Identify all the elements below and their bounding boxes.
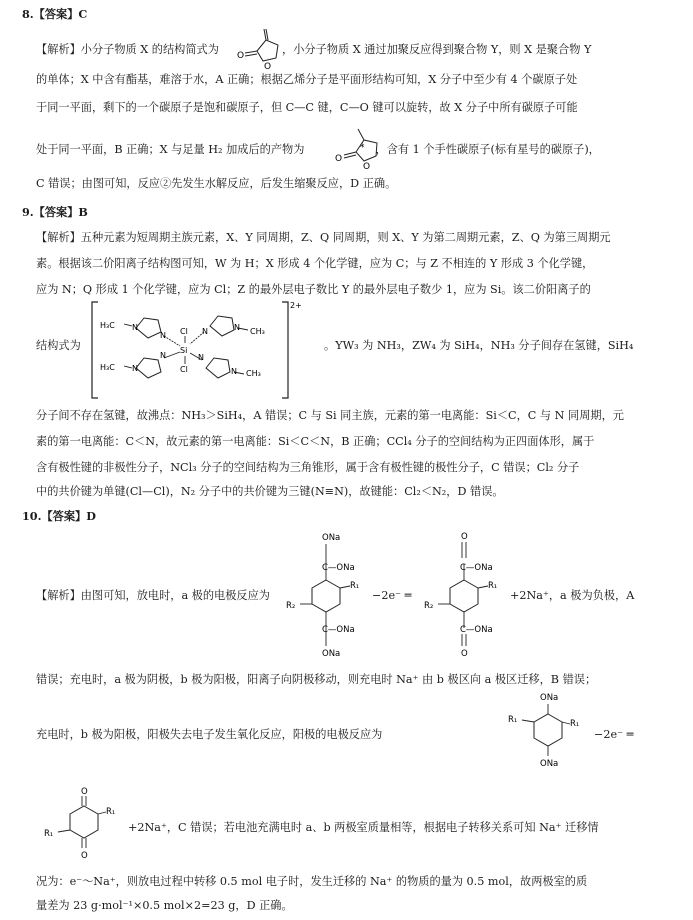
eq1-r-c-ona-top: C—ONa	[460, 563, 493, 573]
eq1-l-bottom-ona: ONa	[322, 649, 341, 659]
s-n-4: N	[234, 323, 240, 332]
q9-line-3: 应为 N；Q 形成 1 个化学键，应为 Cl；Z 的最外层电子数比 Y 的最外层电子数少 1，应为 Si。该二价阳离子的	[36, 283, 591, 296]
q8-line-1-b: ，小分子物质 X 通过加聚反应得到聚合物 Y，则 X 是聚合物 Y	[282, 43, 592, 56]
chiral-star: *	[360, 143, 365, 153]
q9-heading: 9.【答案】B	[22, 205, 88, 219]
s-ch3-1: CH₃	[250, 327, 265, 336]
q8-line-3: 于同一平面，剩下的一个碳原子是饱和碳原子，但 C—C 键，C—O 键可以旋转，故 X 分子中所有碳原子可能	[36, 101, 578, 114]
s-n-7: N	[198, 353, 204, 362]
q10-line-3: 充电时，b 极为阳极，阳极失去电子发生氧化反应，阳极的电极反应为	[36, 728, 383, 741]
mol1-ring-o: O	[264, 62, 272, 72]
eq1-r-r2: R₂	[424, 601, 434, 611]
q9-line-2: 素。根据该二价阳离子结构图可知，W 为 H；X 形成 4 个化学键，应为 C；与 Z 不相连的 Y 形成 3 个化学键，	[36, 257, 594, 270]
mol1-carbonyl-o: O	[237, 51, 245, 61]
q9-line-6: 含有极性键的非极性分子，NCl₃ 分子的空间结构为三角锥形，属于含有极性键的极性分子，C 错误；Cl₂ 分子	[36, 461, 580, 474]
eq1-r-top-o: O	[461, 532, 468, 542]
s-n-8: N	[231, 367, 237, 376]
q9-struct-suffix: 。YW₃ 为 NH₃，ZW₄ 为 SiH₄，NH₃ 分子间存在氢键，SiH₄	[324, 339, 634, 352]
eq1-reactant	[286, 528, 368, 662]
q9-struct-prefix: 结构式为	[36, 339, 81, 352]
s-n-2: N	[160, 331, 166, 340]
eq2-r1-left: R₁	[508, 715, 518, 725]
q8-line-4	[36, 142, 600, 158]
eq1-suffix: +2Na⁺，a 极为负极，A	[510, 589, 635, 602]
q8-line-4-a: 处于同一平面，B 正确；X 与足量 H₂ 加成后的产物为	[36, 143, 305, 156]
q9-line-4: 分子间不存在氢键，故沸点：NH₃＞SiH₄，A 错误；C 与 Si 同主族，元素的第一电离能：Si＜C，C 与 N 同周期，元	[36, 409, 624, 422]
q10-line-2: 错误；充电时，a 极为阴极，b 极为阳极，阳离子向阴极移动，则充电时 Na⁺ 由 b 极区向 a 极区迁移，B 错误；	[36, 673, 597, 686]
eq2-top-ona: ONa	[540, 693, 559, 703]
eq1-l-c-ona-top: C—ONa	[322, 563, 355, 573]
hydrogenated-product-image	[330, 126, 394, 170]
q10-eq1-prefix: 【解析】由图可知，放电时，a 极的电极反应为	[36, 589, 270, 602]
eq1-r-r1: R₁	[488, 581, 498, 591]
s-h3c-2: H₃C	[100, 363, 115, 372]
s-h3c-1: H₃C	[100, 321, 115, 330]
dication-structure	[88, 296, 310, 402]
eq1-l-r2: R₂	[286, 601, 296, 611]
mol2-ring-o: O	[363, 162, 371, 172]
q8-line-4-b: ，含有 1 个手性碳原子(标有星号的碳原子)，	[375, 143, 600, 156]
q8-heading: 8.【答案】C	[22, 7, 88, 21]
charge-label: 2+	[290, 301, 302, 310]
eq3-r1-right: R₁	[106, 807, 116, 817]
s-n-6: N	[160, 351, 166, 360]
q9-line-1: 【解析】五种元素为短周期主族元素，X、Y 同周期，Z、Q 同周期，则 X、Y 为第二周期元素，Z、Q 为第三周期元	[36, 231, 611, 244]
q9-line-5: 素的第一电离能：C＜N，故元素的第一电离能：Si＜C＜N，B 正确；CCl₄ 分子的空间结构为正四面体形，属于	[36, 435, 595, 448]
s-n-3: N	[202, 327, 208, 336]
q10-line-6: 量差为 23 g·mol⁻¹×0.5 mol×2=23 g，D 正确。	[36, 899, 293, 912]
s-ch3-2: CH₃	[246, 369, 261, 378]
eq3-product	[40, 786, 124, 868]
s-cl-bottom: Cl	[180, 365, 188, 374]
molecule-x-image	[233, 26, 289, 72]
q10-heading: 10.【答案】D	[22, 509, 96, 523]
eq1-l-c-ona-bottom: C—ONa	[322, 625, 355, 635]
eq2-reactant	[504, 690, 590, 774]
eq3-r1-left: R₁	[44, 829, 54, 839]
eq2-bottom-ona: ONa	[540, 759, 559, 769]
s-n-1: N	[132, 323, 138, 332]
q9-structure-line	[36, 338, 81, 354]
eq1-l-top-ona: ONa	[322, 533, 341, 543]
q9-line-7: 中的共价键为单键(Cl—Cl)，N₂ 分子中的共价键为三键(N≡N)，故键能：Cl₂＜N₂，D 错误。	[36, 485, 504, 498]
eq1-mid: −2e⁻ ═	[372, 589, 412, 602]
q8-line-2: 的单体；X 中含有酯基，难溶于水，A 正确；根据乙烯分子是平面形结构可知，X 分子中至少有 4 个碳原子处	[36, 73, 578, 86]
eq2-r1-right: R₁	[570, 719, 580, 729]
mol2-carbonyl-o: O	[335, 154, 343, 164]
s-cl-top: Cl	[180, 327, 188, 336]
q10-line-5: 况为：e⁻～Na⁺，则放电过程中转移 0.5 mol 电子时，发生迁移的 Na⁺ 的物质的量为 0.5 mol，故两极室的质	[36, 875, 588, 888]
eq2-mid: −2e⁻ ═	[594, 728, 634, 741]
s-si: Si	[180, 346, 188, 355]
q8-line-1	[36, 42, 591, 58]
eq1-r-bottom-o: O	[461, 649, 468, 659]
eq1-l-r1: R₁	[350, 581, 360, 591]
eq1-r-c-ona-bottom: C—ONa	[460, 625, 493, 635]
s-n-5: N	[132, 364, 138, 373]
eq1-product	[424, 528, 508, 662]
eq3-top-o: O	[81, 787, 88, 797]
eq3-bottom-o: O	[81, 851, 88, 861]
q10-line-4: +2Na⁺，C 错误；若电池充满电时 a、b 两极室质量相等，根据电子转移关系可知 Na⁺ 迁移情	[128, 821, 599, 834]
q8-line-1-a: 【解析】小分子物质 X 的结构简式为	[36, 43, 219, 56]
q8-line-5: C 错误；由图可知，反应②先发生水解反应，后发生缩聚反应，D 正确。	[36, 177, 397, 190]
